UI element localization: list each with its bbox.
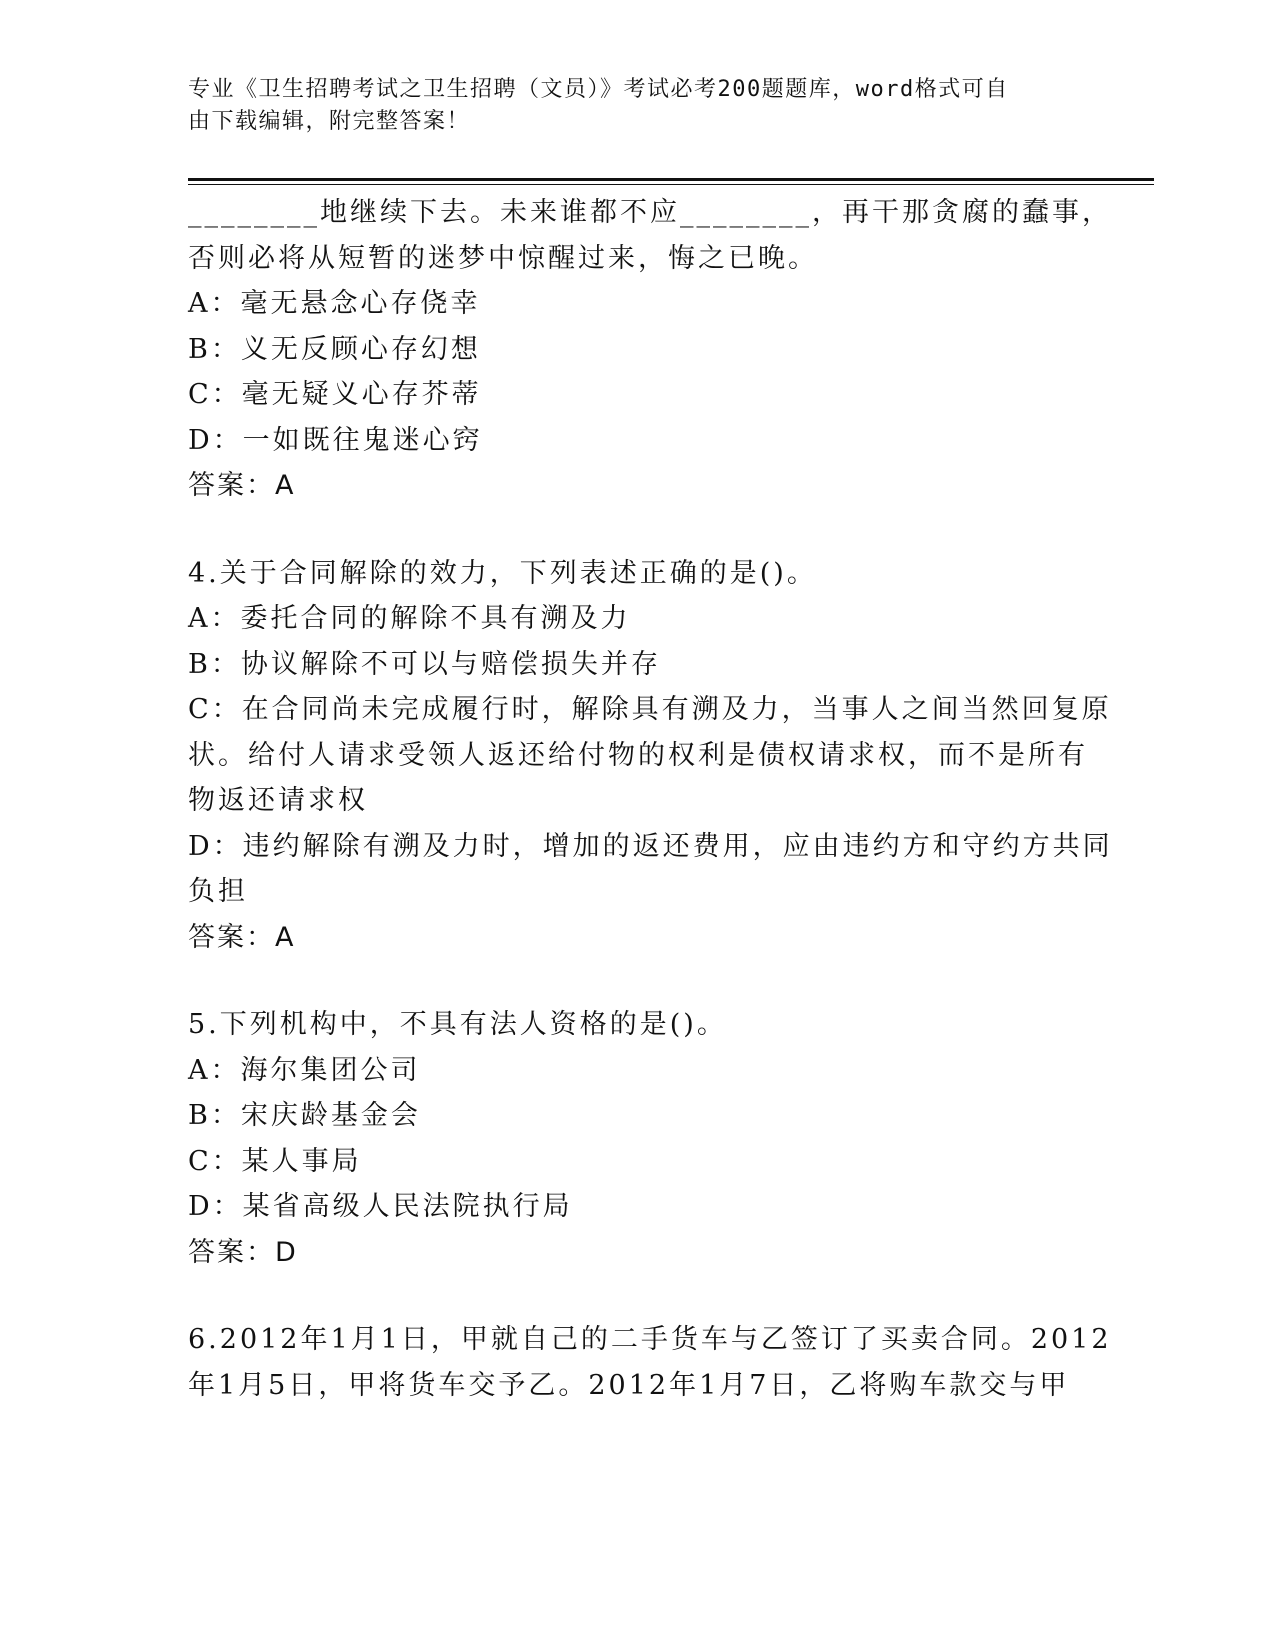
header-line-2: 由下载编辑，附完整答案！	[188, 109, 471, 134]
option-c-line: 状。给付人请求受领人返还给付物的权利是债权请求权，而不是所有	[188, 739, 1088, 771]
answer-line: 答案：D	[188, 1236, 298, 1268]
question-4	[188, 551, 1113, 961]
option-a: A：海尔集团公司	[188, 1054, 421, 1086]
question-stem: 5.下列机构中，不具有法人资格的是()。	[188, 1009, 727, 1040]
header-divider-thick	[188, 178, 1154, 181]
spacer	[188, 960, 1088, 1002]
question-stem-line: 6.2012年1月1日，甲就自己的二手货车与乙签订了买卖合同。2012	[188, 1324, 1112, 1355]
document-header	[188, 74, 1068, 138]
header-divider-thin	[188, 184, 1154, 185]
question-stem: 4.关于合同解除的效力，下列表述正确的是()。	[188, 557, 817, 589]
option-c-line: C：在合同尚未完成履行时，解除具有溯及力，当事人之间当然回复原	[188, 694, 1112, 725]
question-3	[188, 190, 1112, 509]
option-a: A：委托合同的解除不具有溯及力	[188, 603, 631, 634]
option-d: D：某省高级人民法院执行局	[188, 1191, 573, 1222]
spacer	[188, 509, 1088, 551]
question-stem-line: 否则必将从短暂的迷梦中惊醒过来，悔之已晚。	[188, 242, 818, 274]
answer-line: 答案：A	[188, 921, 296, 953]
spacer	[188, 1275, 1088, 1317]
option-b: B：义无反顾心存幻想	[188, 333, 481, 365]
option-a: A：毫无悬念心存侥幸	[188, 288, 481, 319]
question-stem-line: 年1月5日，甲将货车交予乙。2012年1月7日，乙将购车款交与甲	[188, 1369, 1070, 1401]
question-6	[188, 1317, 1112, 1408]
option-c: C：毫无疑义心存芥蒂	[188, 379, 482, 410]
option-d-line: 负担	[188, 876, 248, 907]
question-5	[188, 1002, 1088, 1275]
option-c-line: 物返还请求权	[188, 785, 368, 816]
option-c: C：某人事局	[188, 1145, 362, 1177]
question-stem-line: ________地继续下去。未来谁都不应________，再干那贪腐的蠢事，	[188, 197, 1112, 228]
option-b: B：协议解除不可以与赔偿损失并存	[188, 648, 661, 680]
document-body	[188, 190, 1113, 1408]
option-b: B：宋庆龄基金会	[188, 1100, 421, 1131]
header-line-1: 专业《卫生招聘考试之卫生招聘（文员）》考试必考200题题库，word格式可自	[188, 77, 1009, 102]
answer-line: 答案：A	[188, 470, 296, 501]
option-d-line: D：违约解除有溯及力时，增加的返还费用，应由违约方和守约方共同	[188, 830, 1113, 862]
option-d: D：一如既往鬼迷心窍	[188, 424, 483, 456]
